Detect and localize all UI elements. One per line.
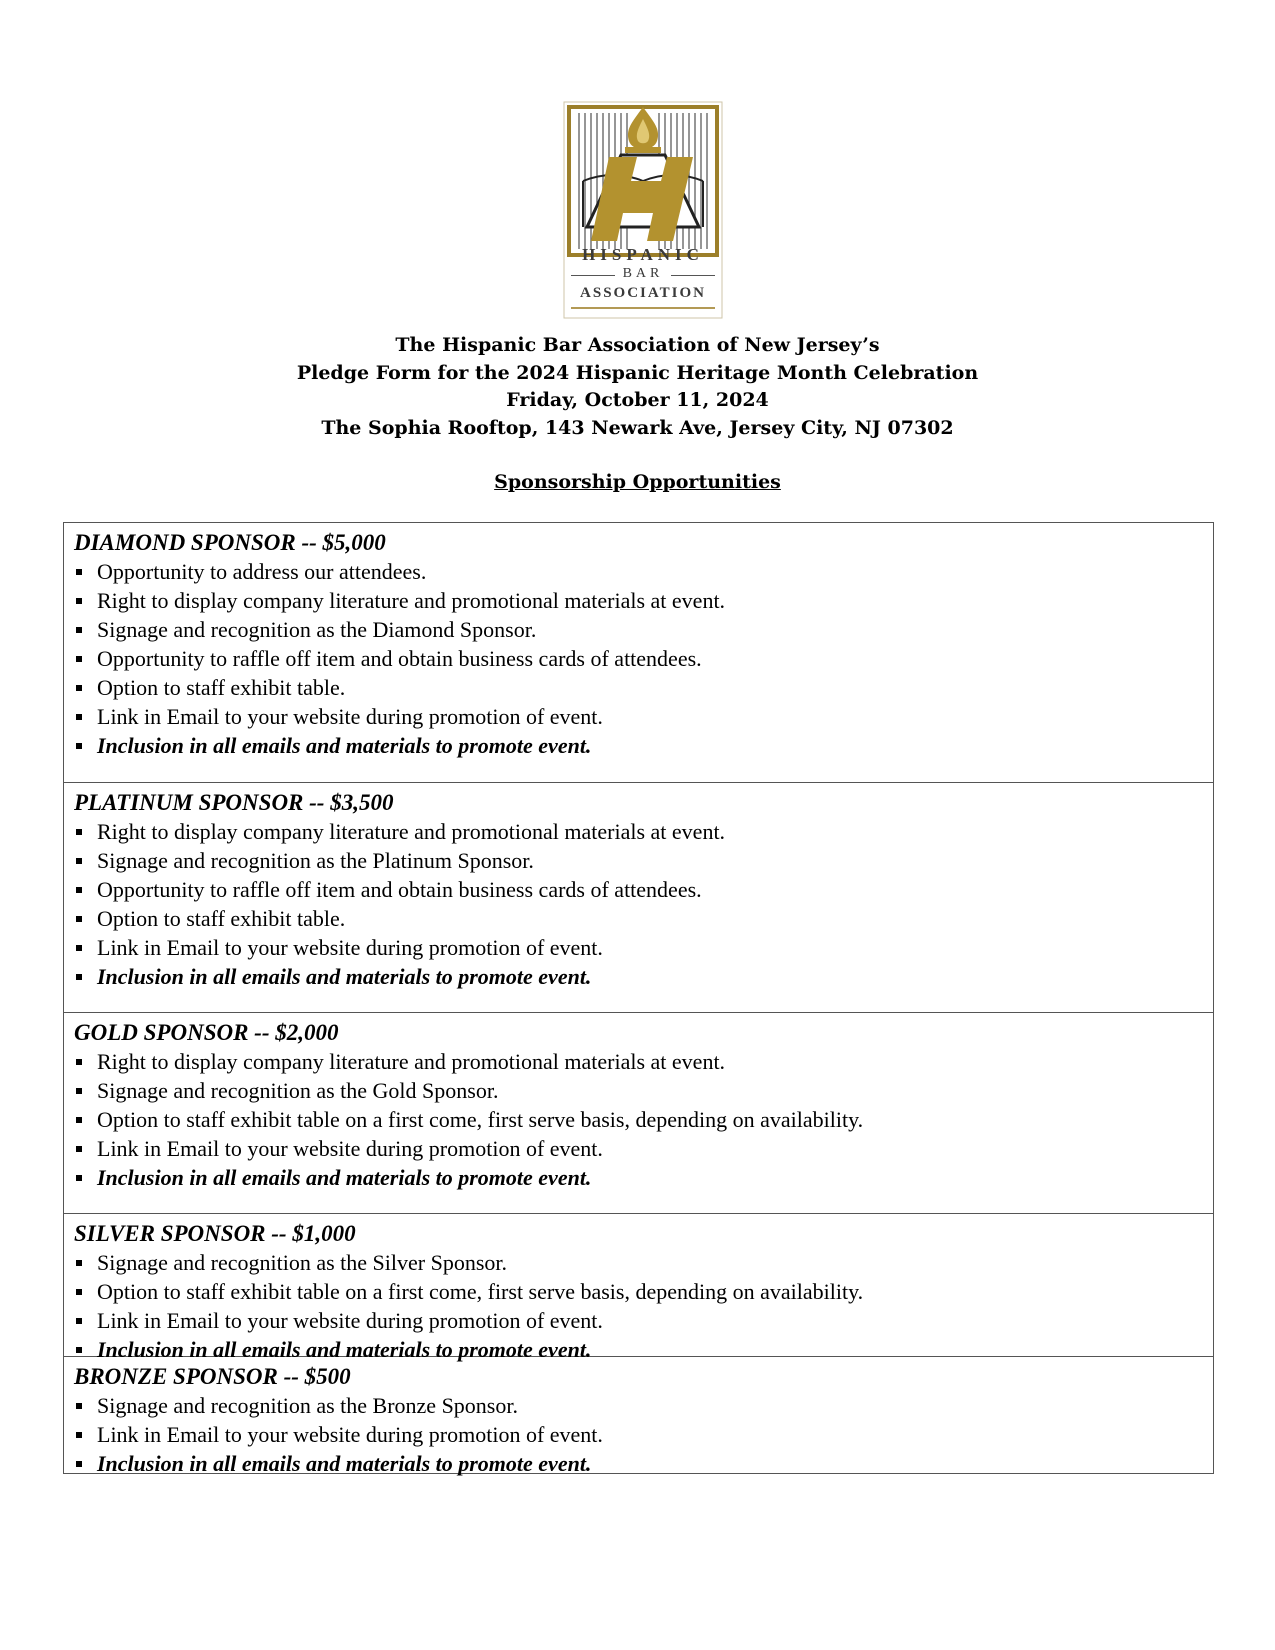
tier-title: PLATINUM SPONSOR -- $3,500 [74,790,394,815]
logo-text-bar [571,266,715,284]
header-form-title: Pledge Form for the 2024 Hispanic Heritage Month Celebration [296,361,979,384]
tier-title: BRONZE SPONSOR -- $500 [74,1364,351,1389]
section-title: Sponsorship Opportunities [494,471,781,493]
benefit-item: Inclusion in all emails and materials to promote event. [74,962,1203,991]
logo-bar-word: BAR [622,266,664,281]
benefit-item: Link in Email to your website during promotion of event. [74,1134,1203,1163]
benefit-item: Signage and recognition as the Bronze Sponsor. [74,1391,1203,1420]
header-organization: The Hispanic Bar Association of New Jersey’s [395,334,880,356]
benefit-item: Option to staff exhibit table. [74,904,1203,933]
logo-text-association: ASSOCIATION [580,285,706,301]
benefit-item: Inclusion in all emails and materials to promote event. [74,1335,1203,1364]
benefit-item: Option to staff exhibit table on a first come, first serve basis, depending on availability. [74,1105,1203,1134]
benefit-item: Right to display company literature and promotional materials at event. [74,817,1203,846]
benefit-item: Right to display company literature and promotional materials at event. [74,1047,1203,1076]
benefit-item: Signage and recognition as the Diamond Sponsor. [74,615,1203,644]
benefit-item: Option to staff exhibit table on a first come, first serve basis, depending on availability. [74,1277,1203,1306]
benefit-item: Option to staff exhibit table. [74,673,1203,702]
sponsor-tier [64,1213,1213,1362]
benefit-item: Signage and recognition as the Platinum Sponsor. [74,846,1203,875]
sponsor-tier [64,782,1213,1012]
benefit-item: Link in Email to your website during promotion of event. [74,933,1203,962]
tier-benefits-list [74,557,1203,760]
tier-benefits-list [74,817,1203,991]
benefit-item: Inclusion in all emails and materials to promote event. [74,731,1203,760]
sponsor-tier [64,1356,1213,1476]
benefit-item: Right to display company literature and promotional materials at event. [74,586,1203,615]
tier-benefits-list [74,1391,1203,1478]
document-header [0,332,1275,442]
hispanic-bar-association-logo [563,101,723,319]
benefit-item: Link in Email to your website during promotion of event. [74,1420,1203,1449]
tier-benefits-list [74,1248,1203,1364]
sponsor-tier [64,523,1213,782]
benefit-item: Link in Email to your website during promotion of event. [74,1306,1203,1335]
tier-title: DIAMOND SPONSOR -- $5,000 [74,530,386,555]
sponsorship-table [63,522,1214,1474]
logo-text-hispanic: HISPANIC [582,245,704,264]
header-venue: The Sophia Rooftop, 143 Newark Ave, Jersey City, NJ 07302 [321,416,954,439]
benefit-item: Opportunity to raffle off item and obtain business cards of attendees. [74,644,1203,673]
tier-benefits-list [74,1047,1203,1192]
tier-title: GOLD SPONSOR -- $2,000 [74,1020,339,1045]
logo-underline [571,307,715,309]
header-date: Friday, October 11, 2024 [506,389,769,411]
benefit-item: Signage and recognition as the Gold Sponsor. [74,1076,1203,1105]
benefit-item: Inclusion in all emails and materials to promote event. [74,1449,1203,1478]
tier-title: SILVER SPONSOR -- $1,000 [74,1221,356,1246]
benefit-item: Opportunity to raffle off item and obtain business cards of attendees. [74,875,1203,904]
benefit-item: Opportunity to address our attendees. [74,557,1203,586]
benefit-item: Link in Email to your website during promotion of event. [74,702,1203,731]
sponsor-tier [64,1012,1213,1213]
benefit-item: Inclusion in all emails and materials to promote event. [74,1163,1203,1192]
benefit-item: Signage and recognition as the Silver Sponsor. [74,1248,1203,1277]
